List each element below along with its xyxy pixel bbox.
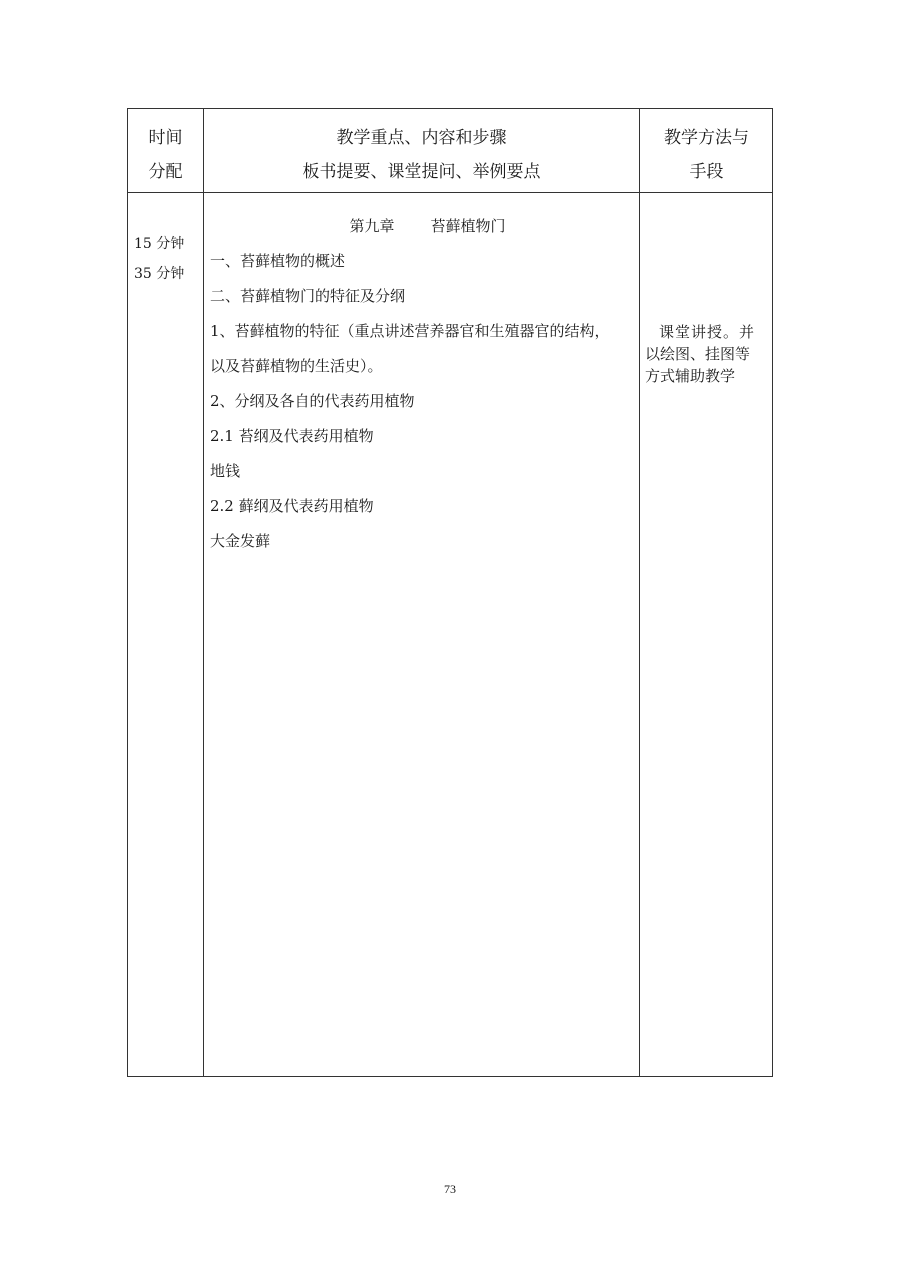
header-teaching-content — [204, 121, 639, 189]
content-line: 2、分纲及各自的代表药用植物 — [210, 392, 415, 410]
content-line: 地钱 — [210, 462, 241, 480]
method-line: 方式辅助教学 — [645, 367, 736, 385]
teaching-method-cell — [645, 321, 769, 387]
teaching-content-cell — [210, 209, 635, 559]
header-divider — [128, 192, 772, 193]
lesson-plan-table — [127, 108, 773, 1077]
header-content-line1: 教学重点、内容和步骤 — [336, 128, 507, 148]
time-entry: 15 分钟 — [134, 236, 185, 252]
content-line: 一、苔藓植物的概述 — [210, 252, 346, 270]
content-line: 2.2 藓纲及代表药用植物 — [210, 497, 374, 515]
time-allocation-cell — [134, 229, 184, 289]
chapter-heading — [210, 209, 635, 244]
header-time-allocation — [128, 121, 203, 189]
header-method-line2: 手段 — [689, 162, 724, 182]
content-line: 以及苔藓植物的生活史）。 — [210, 357, 383, 375]
column-divider-method — [639, 109, 640, 1076]
column-divider-time — [203, 109, 204, 1076]
header-content-line2: 板书提要、课堂提问、举例要点 — [302, 162, 541, 182]
method-line: 以绘图、挂图等 — [645, 345, 751, 363]
chapter-title: 苔藓植物门 — [430, 217, 506, 235]
content-line: 1、苔藓植物的特征（重点讲述营养器官和生殖器官的结构， — [210, 322, 610, 340]
chapter-number: 第九章 — [349, 217, 395, 235]
content-line: 二、苔藓植物门的特征及分纲 — [210, 287, 406, 305]
content-line: 2.1 苔纲及代表药用植物 — [210, 427, 374, 445]
header-method-line1: 教学方法与 — [664, 128, 749, 148]
header-teaching-method — [640, 121, 773, 189]
header-time-line1: 时间 — [148, 128, 183, 148]
time-entry: 35 分钟 — [134, 266, 185, 282]
content-line: 大金发藓 — [210, 532, 271, 550]
method-line: 课堂讲授。并 — [659, 323, 756, 341]
page-number: 73 — [444, 1182, 456, 1196]
header-time-line2: 分配 — [148, 162, 183, 182]
